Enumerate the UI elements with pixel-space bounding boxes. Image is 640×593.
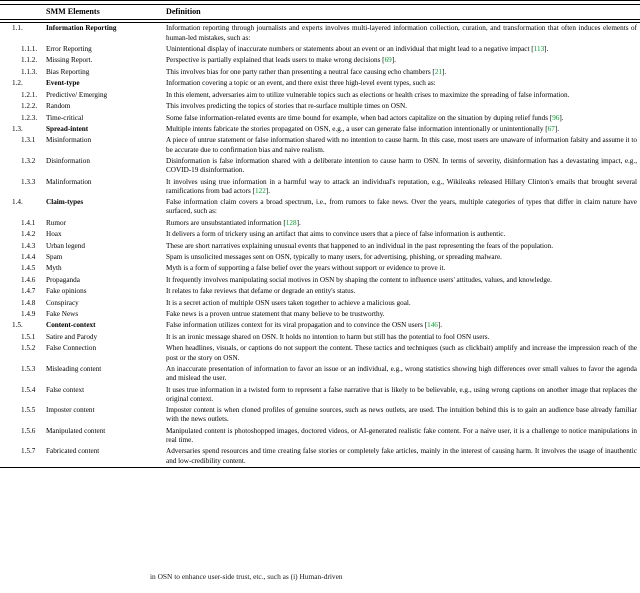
row-element-name: Misleading content	[46, 364, 102, 373]
header-row	[0, 5, 640, 20]
row-number	[0, 298, 46, 309]
table-row	[0, 218, 640, 229]
row-number-text: 1.5.4	[21, 385, 36, 394]
table-row	[0, 124, 640, 135]
row-element-name: Propaganda	[46, 275, 80, 284]
row-element-name: Bias Reporting	[46, 67, 90, 76]
row-element-name: Hoax	[46, 230, 62, 239]
table-row	[0, 78, 640, 89]
row-definition: This involves bias for one party rather than presenting a neutral face causing echo chambers [21].	[166, 67, 447, 76]
below-table-partial-line	[0, 572, 640, 593]
row-definition: It uses true information in a twisted form to represent a false narrative that is likely to be believable, e.g., using wrong captions on another image that replaces the original context.	[166, 385, 637, 403]
column-header-definition: Definition	[166, 7, 201, 16]
row-number-text: 1.4.6	[21, 275, 36, 284]
row-element-name: Misinformation	[46, 136, 92, 145]
row-number	[0, 275, 46, 286]
column-header-smm-elements: SMM Elements	[46, 7, 100, 16]
row-element-name: False context	[46, 385, 85, 394]
row-element-name: False Connection	[46, 344, 97, 353]
row-element-name: Claim-types	[46, 198, 84, 207]
row-element-name: Disinformation	[46, 156, 90, 165]
row-definition: It is an ironic message shared on OSN. It holds no intention to harm but still has the potential to fool OSN users.	[166, 332, 490, 341]
row-number	[0, 101, 46, 112]
table-body	[0, 23, 640, 468]
table-row	[0, 55, 640, 66]
row-definition: It involves using true information in a harmful way to attack an individual's reputation, e.g., Wikileaks released Hillary Clinton's emails that brought several ramifications from bad actors [122].	[166, 177, 637, 195]
citation-link[interactable]: 122	[255, 186, 266, 195]
citation-link[interactable]: 69	[384, 56, 392, 65]
row-definition: Rumors are unsubstantiated information [128].	[166, 218, 301, 227]
row-number-text: 1.5.2	[21, 344, 36, 353]
row-element-name: Fake News	[46, 310, 79, 319]
row-element-name: Event-type	[46, 79, 80, 88]
row-number-text: 1.4.4	[21, 253, 36, 262]
row-number-text: 1.5.1	[21, 332, 36, 341]
citation-link[interactable]: 67	[547, 124, 555, 133]
table-row	[0, 263, 640, 274]
table-row	[0, 309, 640, 320]
row-number-text: 1.1.3.	[21, 67, 38, 76]
row-definition: Imposter content is when cloned profiles of genuine sources, such as news outlets, are used. The intuition behind this is to gain an audience base already familiar with the news outlets.	[166, 406, 637, 424]
row-definition: These are short narratives explaining unusual events that happened to an individual in the past representing the fears of the population.	[166, 241, 554, 250]
row-definition: It relates to fake reviews that defame or degrade an entity's status.	[166, 287, 356, 296]
row-element-name: Time-critical	[46, 113, 84, 122]
table-row	[0, 135, 640, 156]
row-element-name: Imposter content	[46, 406, 95, 415]
row-number	[0, 252, 46, 263]
row-element-name: Myth	[46, 264, 62, 273]
row-number-text: 1.4.2	[21, 230, 36, 239]
table-row	[0, 275, 640, 286]
table-row	[0, 156, 640, 177]
partial-text: in OSN to enhance user-side trust, etc., such as (i) Human-driven	[150, 572, 343, 581]
table-bottom-rule	[0, 467, 640, 470]
row-number	[0, 446, 46, 467]
row-definition: Information covering a topic or an event, and there exist three high-level event types, such as:	[166, 79, 436, 88]
row-number-text: 1.4.9	[21, 310, 36, 319]
row-number	[0, 426, 46, 447]
row-element-name: Error Reporting	[46, 45, 92, 54]
row-number: 1.2.	[12, 79, 23, 88]
row-definition: Manipulated content is photoshopped images, doctored videos, or AI-generated realistic fake content. For a naive user, it is a challenge to notice manipulations in real time.	[166, 426, 637, 445]
table-row	[0, 446, 640, 467]
row-definition: Unintentional display of inaccurate numbers or statements about an event or an individual that might lead to a negative impact [113].	[166, 45, 549, 54]
citation-link[interactable]: 113	[533, 45, 545, 54]
citation-link[interactable]: 146	[427, 321, 438, 330]
row-number	[0, 263, 46, 274]
table-row	[0, 67, 640, 78]
row-number-text: 1.3.1	[21, 136, 36, 145]
row-number-text: 1.5.3	[21, 364, 36, 373]
row-number	[0, 55, 46, 66]
row-number-text: 1.2.2.	[21, 102, 38, 111]
row-number	[0, 384, 46, 405]
table-row	[0, 241, 640, 252]
table-row	[0, 364, 640, 385]
table-row	[0, 44, 640, 55]
row-element-name: Spam	[46, 253, 63, 262]
row-number: 1.3.	[12, 124, 23, 133]
row-number	[0, 332, 46, 343]
citation-link[interactable]: 21	[434, 67, 443, 76]
row-number-text: 1.3.2	[21, 156, 36, 165]
row-definition: Spam is unsolicited messages sent on OSN, typically to many users, for advertising, phishing, or spreading malware.	[166, 253, 502, 262]
citation-link[interactable]: 96	[552, 113, 560, 122]
row-number-text: 1.4.3	[21, 241, 36, 250]
row-number	[0, 112, 46, 123]
table-row	[0, 343, 640, 364]
row-definition: Disinformation is false information shared with a deliberate intention to cause harm to OSN. In terms of severity, disinformation has a devastating impact, e.g., COVID-19 disinformation.	[166, 156, 637, 175]
row-number-text: 1.2.3.	[21, 113, 38, 122]
row-number	[0, 135, 46, 156]
row-definition: It is a secret action of multiple OSN users taken together to achieve a malicious goal.	[166, 298, 411, 307]
row-element-name: Fake opinions	[46, 287, 87, 296]
row-element-name: Urban legend	[46, 241, 85, 250]
row-number	[0, 309, 46, 320]
row-element-name: Missing Report.	[46, 56, 93, 65]
row-number	[0, 405, 46, 426]
row-number	[0, 218, 46, 229]
row-definition: Myth is a form of supporting a false belief over the years without support or evidence to prove it.	[166, 264, 446, 273]
table-row	[0, 426, 640, 447]
row-number	[0, 90, 46, 101]
row-number-text: 1.4.8	[21, 298, 36, 307]
table-footer	[0, 467, 640, 470]
table-header	[0, 1, 640, 23]
row-definition: A piece of untrue statement or false information shared with no intention to cause harm. In this case, most users are unaware of information falsity and assume it to be accurate due to confirmation bias and naive realism.	[166, 136, 637, 154]
row-element-name: Satire and Parody	[46, 332, 98, 341]
row-definition: It delivers a form of trickery using an artifact that aims to convince users that a piece of false information is authentic.	[166, 230, 506, 239]
table-row	[0, 405, 640, 426]
row-number-text: 1.4.1	[21, 218, 36, 227]
citation-link[interactable]: 128	[285, 218, 297, 227]
row-number-text: 1.5.7	[21, 447, 36, 456]
row-number	[0, 156, 46, 177]
row-number	[0, 364, 46, 385]
row-element-name: Manipulated content	[46, 426, 106, 435]
row-number	[0, 67, 46, 78]
table-row	[0, 23, 640, 44]
row-number	[0, 229, 46, 240]
row-number-text: 1.1.1.	[21, 45, 38, 54]
row-definition: An inaccurate presentation of information to favor an issue or an individual, e.g., wrong statistics showing high differences over small values to favor the agenda and mislead the user.	[166, 364, 637, 383]
table-row	[0, 252, 640, 263]
table-row	[0, 197, 640, 218]
row-number	[0, 286, 46, 297]
row-number-text: 1.3.3	[21, 177, 36, 186]
table-row	[0, 384, 640, 405]
row-number: 1.4.	[12, 198, 23, 207]
table-row	[0, 229, 640, 240]
row-number	[0, 343, 46, 364]
row-number-text: 1.2.1.	[21, 90, 38, 99]
row-definition: False information utilizes context for its viral propagation and to convince the OSN users [146].	[166, 321, 443, 330]
row-element-name: Malinformation	[46, 177, 92, 186]
row-element-name: Random	[46, 102, 71, 111]
table-row	[0, 286, 640, 297]
row-definition: This involves predicting the topics of stories that re-surface multiple times on OSN.	[166, 102, 407, 111]
table-row	[0, 176, 640, 197]
row-number: 1.1.	[12, 24, 23, 33]
row-element-name: Content-context	[46, 321, 96, 330]
row-number	[0, 241, 46, 252]
row-element-name: Conspiracy	[46, 298, 79, 307]
table-row	[0, 332, 640, 343]
table-row	[0, 112, 640, 123]
row-element-name: Predictive/ Emerging	[46, 90, 108, 99]
row-number-text: 1.1.2.	[21, 56, 38, 65]
row-definition: It frequently involves manipulating social motives in OSN by shaping the content to influence users' attitudes, values, and knowledge.	[166, 275, 552, 284]
row-definition: Adversaries spend resources and time creating false stories or completely fake articles, mainly in the interest of causing harm. It involves the usage of inauthentic and low-credibility content.	[166, 447, 637, 465]
row-number	[0, 176, 46, 197]
row-definition: False information claim covers a broad spectrum, i.e., from rumors to fake news. Over the years, multiple categories of types that differ in claim nature have surfaced, such as:	[166, 198, 637, 216]
row-definition: In this element, adversaries aim to utilize vulnerable topics such as elections or health crises to maximize the spreading of false information.	[166, 90, 570, 99]
row-element-name: Fabricated content	[46, 447, 100, 456]
row-definition: When headlines, visuals, or captions do not support the content. These tactics and techniques (such as clickbait) amplify and increase the impression reach of the post or the story on OSN.	[166, 344, 637, 362]
row-number: 1.5.	[12, 321, 23, 330]
table-row	[0, 320, 640, 331]
row-definition: Fake news is a proven untrue statement that many believe to be trustworthy.	[166, 310, 385, 319]
row-number	[0, 44, 46, 55]
row-element-name: Rumor	[46, 218, 66, 227]
table-row	[0, 90, 640, 101]
row-element-name: Information Reporting	[46, 24, 117, 33]
row-number-text: 1.5.5	[21, 406, 36, 415]
row-definition: Some false information-related events are time bound for example, when bad actors capitalize on the situation by duping relief funds [96].	[166, 113, 564, 122]
row-number-text: 1.4.5	[21, 264, 36, 273]
row-number-text: 1.4.7	[21, 287, 36, 296]
row-element-name: Spread-intent	[46, 124, 89, 133]
table-row	[0, 298, 640, 309]
row-definition: Multiple intents fabricate the stories propagated on OSN, e.g., a user can generate false information intentionally or unintentionally [67].	[166, 124, 560, 133]
row-number-text: 1.5.6	[21, 426, 36, 435]
table-row	[0, 101, 640, 112]
row-definition: Information reporting through journalists and experts involves multi-layered information collection, curation, and transformation that often induces elements of human-led mistakes, such as:	[166, 24, 637, 42]
row-definition: Perspective is partially explained that leads users to make wrong decisions [69].	[166, 56, 396, 65]
